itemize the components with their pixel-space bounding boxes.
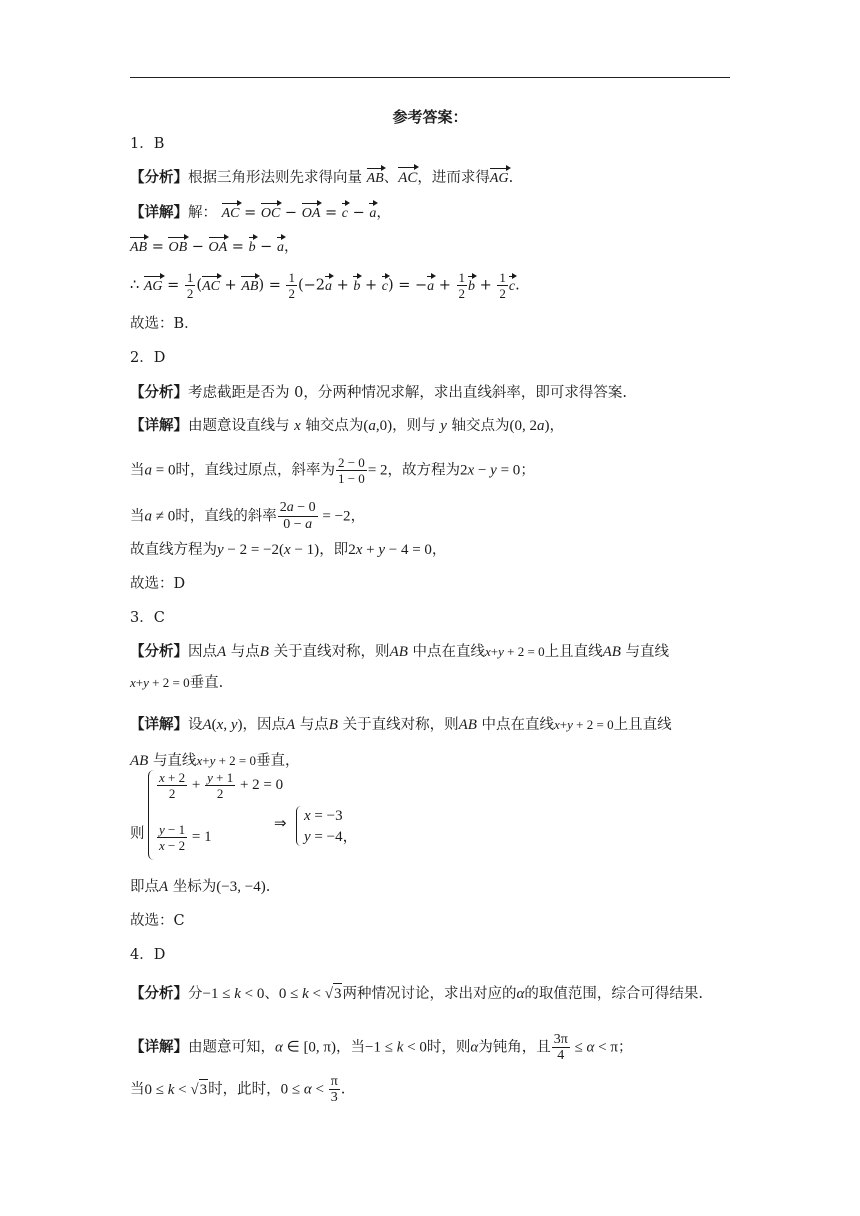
q4-number: 4．D [130, 947, 166, 963]
q4-analysis: 【分析】分−1 ≤ k < 0、0 ≤ k < √3两种情况讨论，求出对应的α的取值范围，综合可得结果. [130, 985, 703, 1002]
q3-conclusion: 故选：C [130, 913, 185, 929]
q2-number: 2．D [130, 350, 166, 366]
q1-detail-ab: AB = OB − OA = b − a， [130, 237, 298, 258]
q3-number: 3．C [130, 610, 165, 626]
q1-conclusion: 故选：B． [130, 316, 199, 332]
q4-detail: 【详解】由题意可知，α ∈ [0, π)，当−1 ≤ k < 0时，则α为钝角，且 $\frac{3\pi}{4}$ ≤ α < π； [130, 1032, 633, 1063]
q3-analysis-cont: x+y + 2 = 0垂直. [130, 675, 224, 691]
q3-solution-brace [296, 806, 303, 846]
header-rule [130, 77, 730, 78]
q3-analysis: 【分析】因点A 与点B 关于直线对称，则AB 中点在直线x+y + 2 = 0上且直线AB 与直线 [130, 643, 670, 660]
q2-case2: 当a ≠ 0时，直线的斜率 $\frac{2a - 0}{0 - a}$ = −2， [130, 500, 366, 532]
q1-detail: 【详解】解： AC = OC − OA = c − a， [130, 203, 391, 224]
q2-case1: 当a = 0时，直线过原点，斜率为 $\frac{2 - 0}{1 - 0}$ = 2，故方程为2x − y = 0； [130, 455, 535, 486]
q2-conclusion: 故选：D [130, 576, 186, 592]
q3-solution-y: y = −4， [304, 827, 358, 845]
q1-analysis: 【分析】根据三角形法则先求得向量 AB、AC，进而求得AG. [130, 168, 513, 189]
q3-detail-cont: AB 与直线x+y + 2 = 0垂直， [130, 753, 300, 769]
q1-number: 1．B [130, 136, 165, 152]
q4-case2: 当0 ≤ k < √3时，此时，0 ≤ α < $\frac{\pi}{3}$ . [130, 1074, 346, 1105]
q3-equation-system: 则 $\frac{x + 2}{2}$ + $\frac{y + 1}{2}$ + 2 = 0 $\frac{y - 1}{x - 2}$ = 1 ⇒ [130, 770, 390, 866]
q3-coordinate: 即点A 坐标为(−3, −4). [130, 879, 271, 895]
q2-analysis: 【分析】考虑截距是否为 0，分两种情况求解，求出直线斜率，即可求得答案. [130, 384, 627, 401]
q1-detail-ag: ∴ AG = $\frac{1}{2}$ (AC + AB) = $\frac{1}{2}$ (−2a + b + c) = −a + $\frac{1}{2}$ b + $\frac{1}{2}$ c. [130, 270, 520, 301]
q3-solution-x: x = −3 [304, 808, 343, 824]
page-title: 参考答案： [392, 108, 468, 126]
q3-detail: 【详解】设A(x, y)，因点A 与点B 关于直线对称，则AB 中点在直线x+y + 2 = 0上且直线 [130, 716, 672, 733]
q2-detail: 【详解】由题意设直线与 x 轴交点为(a,0)，则与 y 轴交点为(0, 2a)， [130, 417, 565, 434]
q2-line-equation: 故直线方程为y − 2 = −2(x − 1)，即2x + y − 4 = 0， [130, 542, 447, 558]
